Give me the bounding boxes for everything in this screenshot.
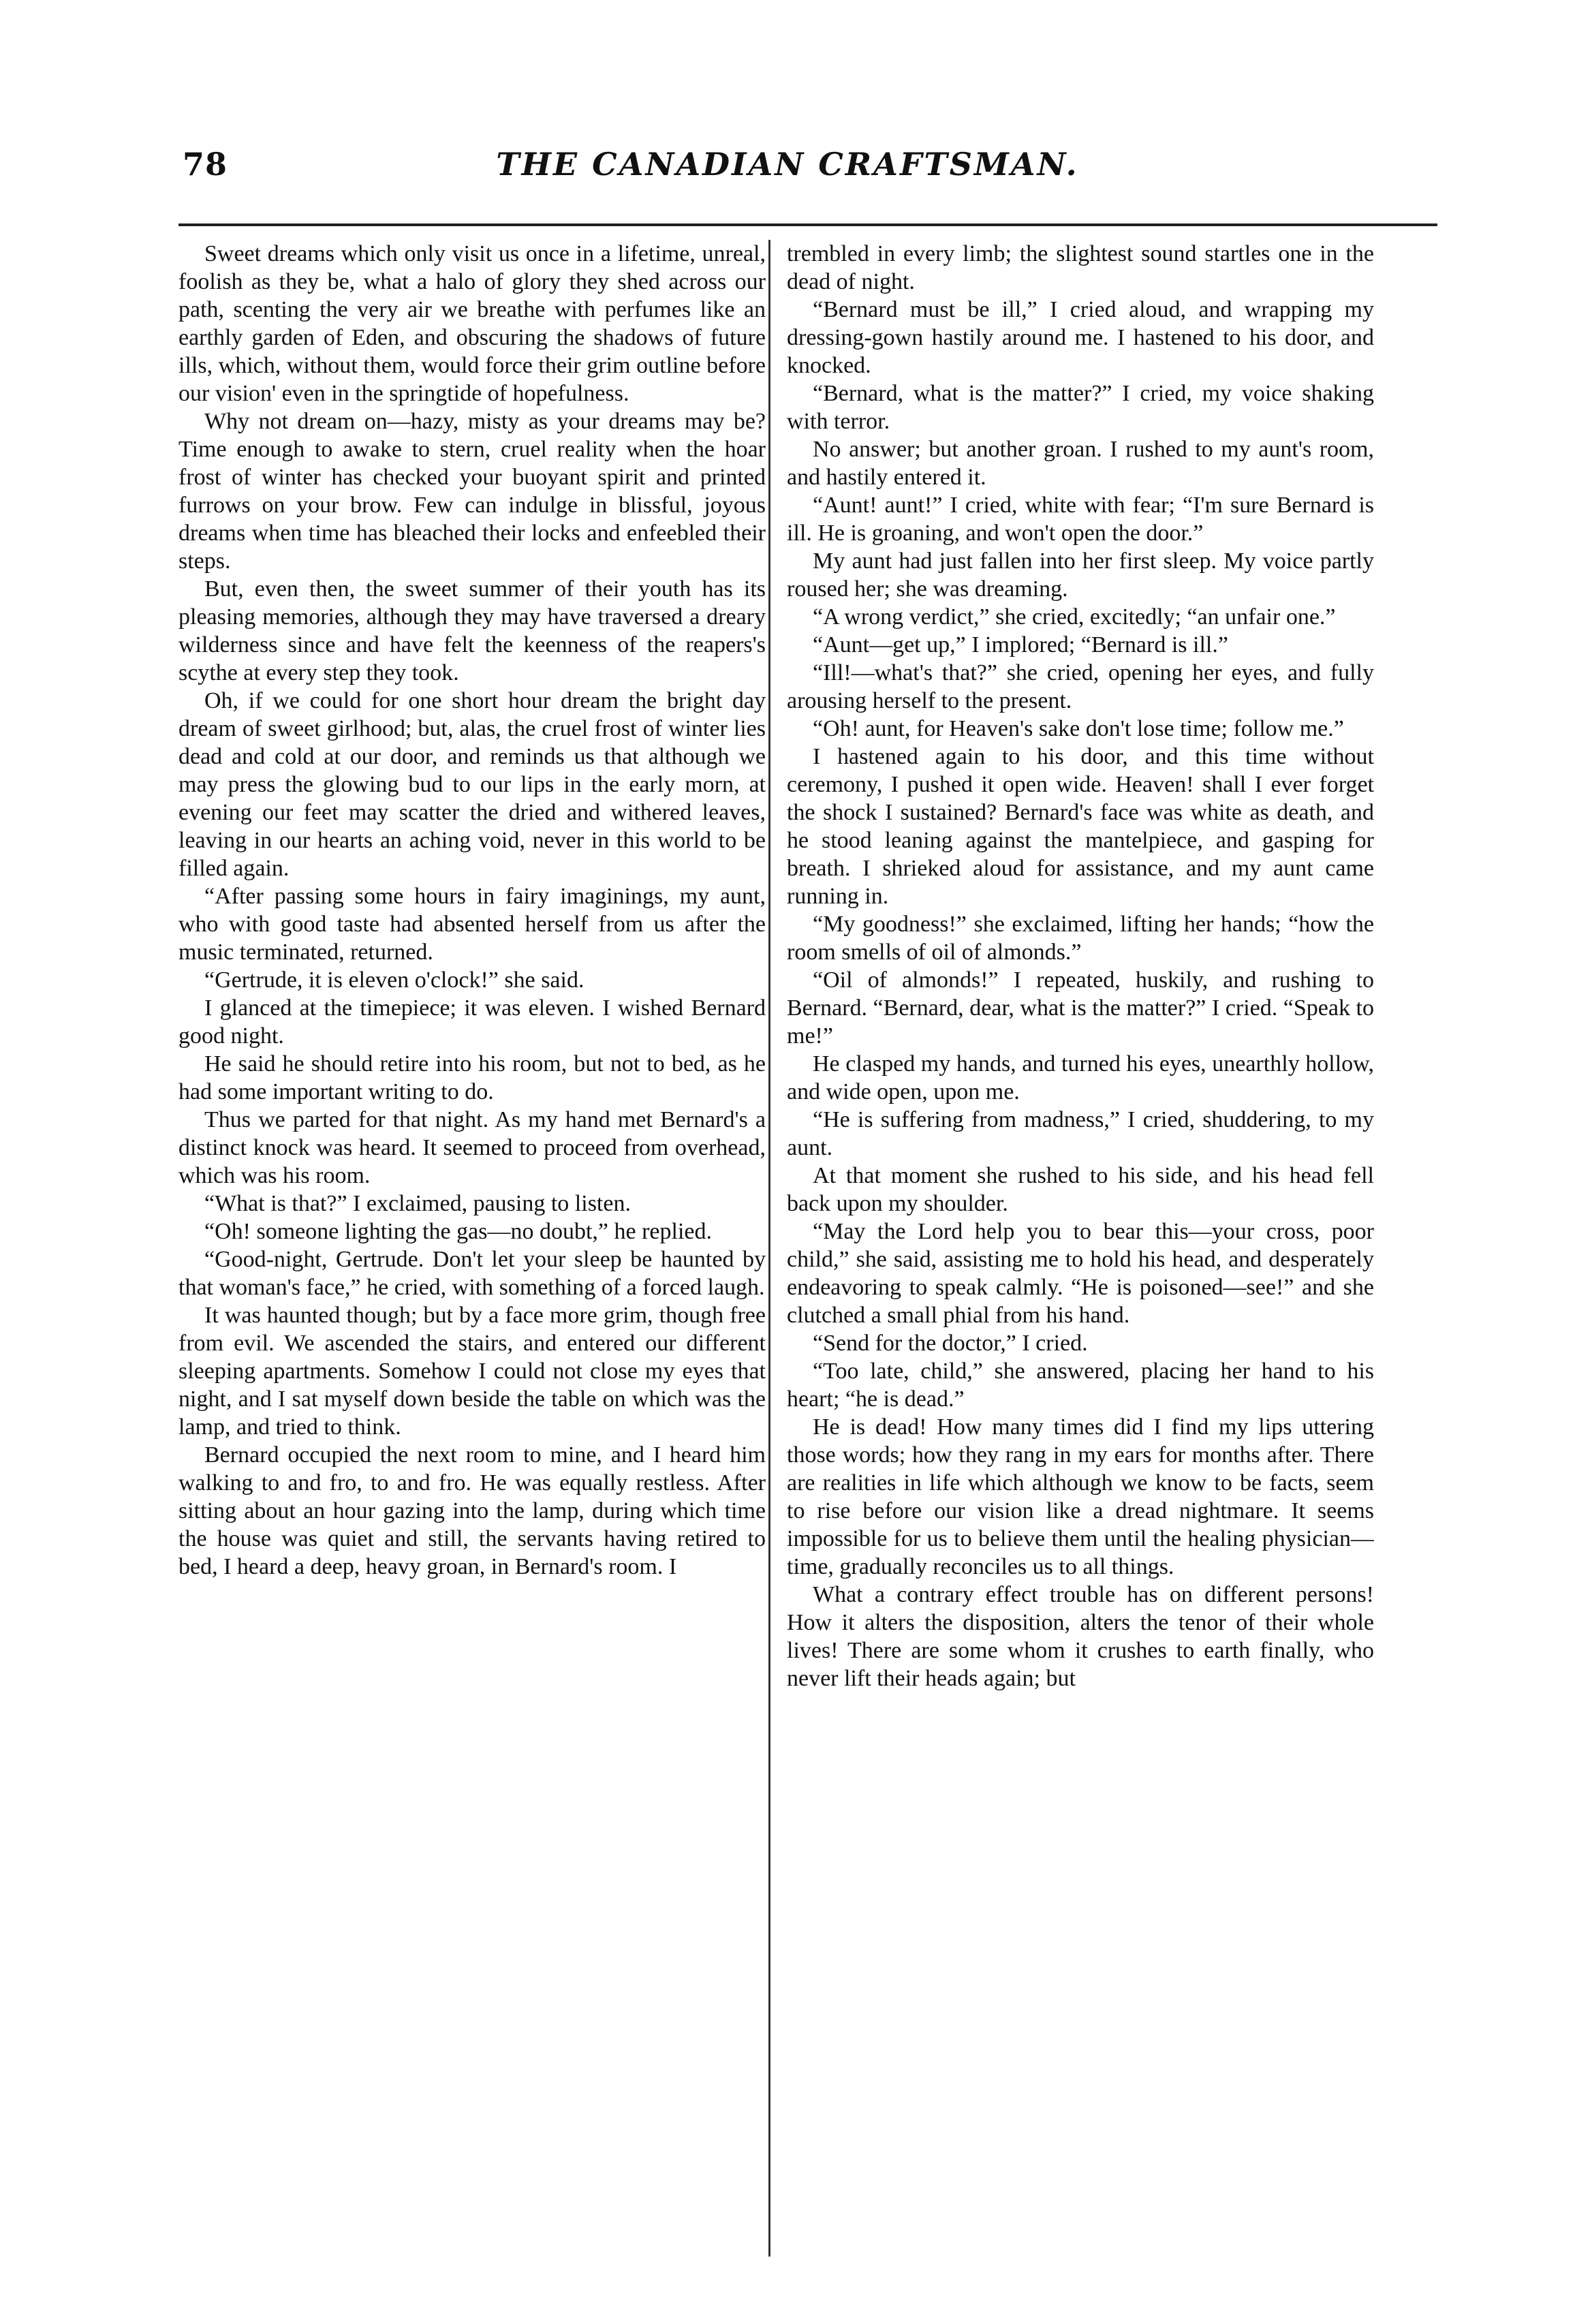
paragraph: My aunt had just fallen into her first sleep. My voice partly roused her; she was dreaming. — [787, 548, 1374, 602]
left-column — [178, 240, 766, 2257]
paragraph: “A wrong verdict,” she cried, excitedly; “an unfair one.” — [813, 604, 1336, 630]
paragraph: No answer; but another groan. I rushed to my aunt's room, and hastily entered it. — [787, 437, 1374, 490]
paragraph: He said he should retire into his room, but not to bed, as he had some important writing to do. — [178, 1051, 766, 1104]
paragraph: “Too late, child,” she answered, placing her hand to his heart; “he is dead.” — [787, 1359, 1374, 1412]
paragraph: At that moment she rushed to his side, and his head fell back upon my shoulder. — [787, 1163, 1374, 1216]
paragraph: Sweet dreams which only visit us once in a lifetime, unreal, foolish as they be, what a halo of glory they shed across our path, scenting the very air we breathe with perfumes like an earthly garden of Eden, and obscuring the shadows of future ills, which, without them, would force their grim outline before our vision' even in the springtide of hopefulness. — [178, 241, 766, 406]
column-rule — [768, 240, 770, 2257]
paragraph: “Aunt—get up,” I implored; “Bernard is ill.” — [813, 632, 1228, 657]
paragraph: But, even then, the sweet summer of their youth has its pleasing memories, although they may have traversed a dreary wilderness since and have felt the keenness of the reapers's scythe at every step they took. — [178, 576, 766, 685]
paragraph: “My goodness!” she exclaimed, lifting her hands; “how the room smells of oil of almonds.” — [787, 912, 1374, 965]
paragraph: It was haunted though; but by a face more grim, though free from evil. We ascended the stairs, and entered our different sleeping apartments. Somehow I could not close my eyes that night, and I sat myself down beside the table on which was the lamp, and tried to think. — [178, 1303, 766, 1440]
paragraph: “Oil of almonds!” I repeated, huskily, and rushing to Bernard. “Bernard, dear, what is the matter?” I cried. “Speak to me!” — [787, 967, 1374, 1049]
paragraph: “What is that?” I exclaimed, pausing to listen. — [204, 1191, 631, 1216]
paragraph: “Good-night, Gertrude. Don't let your sleep be haunted by that woman's face,” he cried, with something of a forced laugh. — [178, 1247, 766, 1300]
paragraph: What a contrary effect trouble has on different persons! How it alters the disposition, alters the tenor of their whole lives! There are some whom it crushes to earth finally, who never lift their heads again; but — [787, 1582, 1374, 1691]
paragraph: Thus we parted for that night. As my hand met Bernard's a distinct knock was heard. It seemed to proceed from overhead, which was his room. — [178, 1107, 766, 1188]
paragraph: “He is suffering from madness,” I cried, shuddering, to my aunt. — [787, 1107, 1374, 1160]
paragraph: “May the Lord help you to bear this—your cross, poor child,” she said, assisting me to hold his head, and desperately endeavoring to speak calmly. “He is poisoned—see!” and she clutched a small phial from his hand. — [787, 1219, 1374, 1328]
paragraph: I glanced at the timepiece; it was eleven. I wished Bernard good night. — [178, 995, 766, 1049]
paragraph: “Gertrude, it is eleven o'clock!” she said. — [204, 967, 584, 993]
paragraph: “After passing some hours in fairy imaginings, my aunt, who with good taste had absented herself from us after the music terminated, returned. — [178, 884, 766, 965]
paragraph: “Oh! someone lighting the gas—no doubt,” he replied. — [204, 1219, 712, 1244]
paragraph: Bernard occupied the next room to mine, and I heard him walking to and fro, to and fro. He was equally restless. After sitting about an hour gazing into the lamp, during which time the house was quiet and still, the servants having retired to bed, I heard a deep, heavy groan, in Bernard's room. I — [178, 1442, 766, 1579]
paragraph: “Aunt! aunt!” I cried, white with fear; “I'm sure Bernard is ill. He is groaning, and won't open the door.” — [787, 493, 1374, 546]
page-number: 78 — [183, 146, 228, 183]
paragraph: Why not dream on—hazy, misty as your dreams may be? Time enough to awake to stern, cruel reality when the hoar frost of winter has checked your buoyant spirit and printed furrows on your brow. Few can indulge in blissful, joyous dreams when time has bleached their locks and enfeebled their steps. — [178, 409, 766, 574]
paragraph: “Send for the doctor,” I cried. — [813, 1331, 1088, 1356]
paragraph: “Bernard must be ill,” I cried aloud, and wrapping my dressing-gown hastily around me. I hastened to his door, and knocked. — [787, 297, 1374, 378]
paragraph: I hastened again to his door, and this time without ceremony, I pushed it open wide. Heaven! shall I ever forget the shock I sustained? Bernard's face was white as death, and he stood leaning against the mantelpiece, and gasping for breath. I shrieked aloud for assistance, and my aunt came running in. — [787, 744, 1374, 909]
paragraph: Oh, if we could for one short hour dream the bright day dream of sweet girlhood; but, alas, the cruel frost of winter lies dead and cold at our door, and reminds us that although we may press the glowing bud to our lips in the early morn, at evening our feet may scatter the dried and withered leaves, leaving in our hearts an aching void, never in this world to be filled again. — [178, 688, 766, 881]
right-column — [787, 240, 1374, 2257]
paragraph: He clasped my hands, and turned his eyes, unearthly hollow, and wide open, upon me. — [787, 1051, 1374, 1104]
paragraph: He is dead! How many times did I find my lips uttering those words; how they rang in my ears for months after. There are realities in life which although we know to be facts, seem to rise before our vision like a dread nightmare. It seems impossible for us to believe them until the healing physician—time, gradually reconciles us to all things. — [787, 1414, 1374, 1579]
header-rule — [178, 223, 1437, 226]
paragraph: “Oh! aunt, for Heaven's sake don't lose time; follow me.” — [813, 716, 1344, 741]
page-title: THE CANADIAN CRAFTSMAN. — [496, 146, 1079, 183]
paragraph: “Bernard, what is the matter?” I cried, my voice shaking with terror. — [787, 381, 1374, 434]
paragraph-continued: trembled in every limb; the slightest sound startles one in the dead of night. — [787, 241, 1374, 294]
paragraph: “Ill!—what's that?” she cried, opening her eyes, and fully arousing herself to the present. — [787, 660, 1374, 713]
